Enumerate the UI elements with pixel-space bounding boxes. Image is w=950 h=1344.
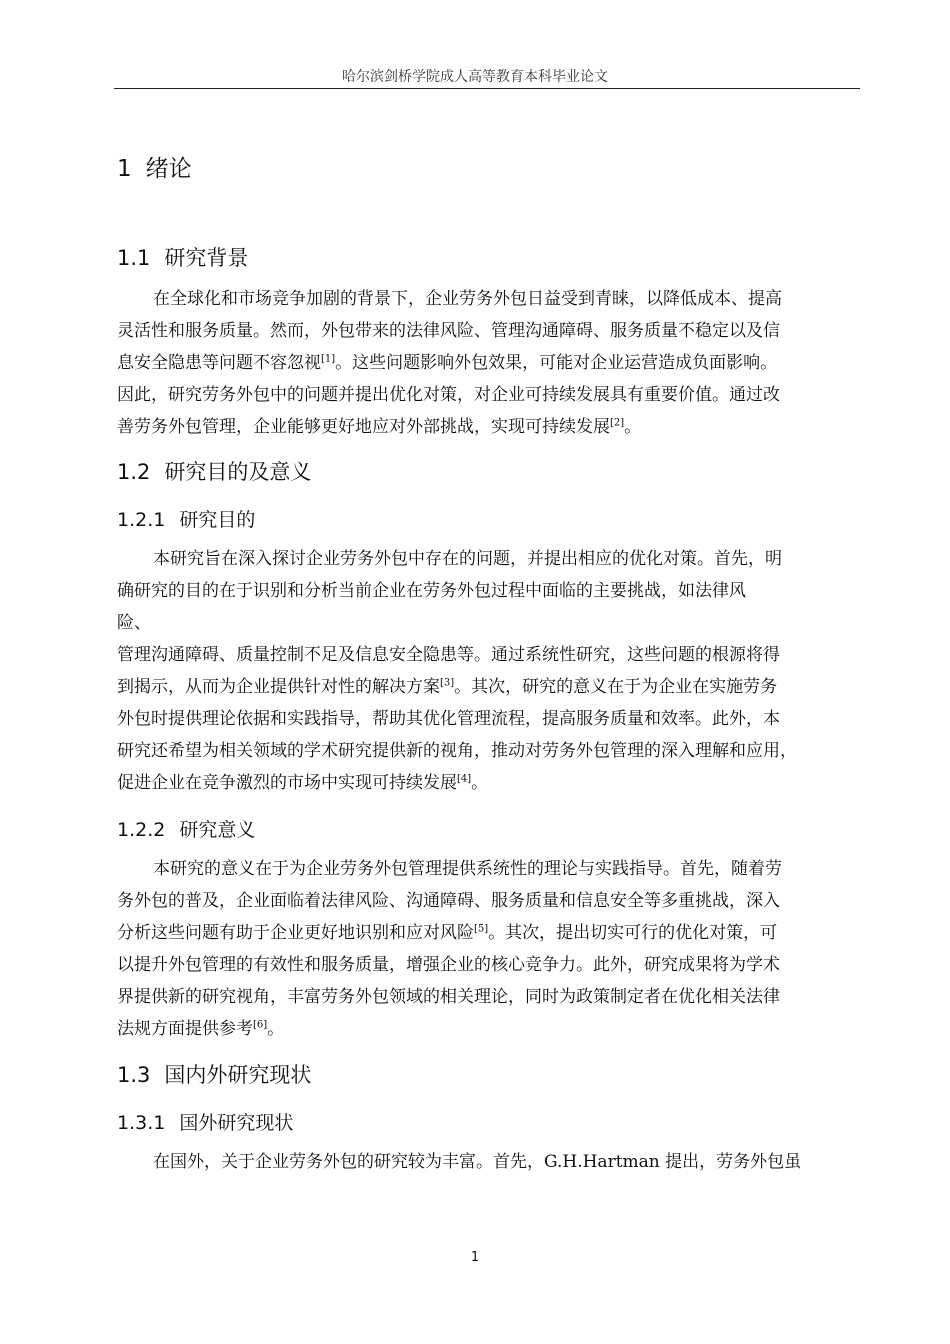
subsection-number: 1.2.2 [117,819,166,841]
subsection-title: 研究目的 [179,509,256,531]
subsection-heading-1-3-1 [117,1108,293,1135]
text-line [117,917,860,949]
chapter-number: 1 [117,156,132,182]
text-segment: 。这些问题影响外包效果，可能对企业运营造成负面影响。 [335,353,778,373]
text-line: 本研究的意义在于为企业劳务外包管理提供系统性的理论与实践指导。首先，随着劳 [153,859,782,879]
section-title: 研究背景 [164,246,249,270]
subsection-heading-1-2-1 [117,505,255,532]
text-line: 确研究的目的在于识别和分析当前企业在劳务外包过程中面临的主要挑战，如法律风 [117,581,746,601]
text-line: 灵活性和服务质量。然而，外包带来的法律风险、管理沟通障碍、服务质量不稳定以及信 [117,321,780,341]
text-line [117,347,860,379]
section-title: 国内外研究现状 [164,1063,312,1087]
text-line: 研究还希望为相关领域的学术研究提供新的视角，推动对劳务外包管理的深入理解和应用， [117,741,797,761]
paragraph-significance [117,853,860,1045]
section-heading-1-3 [117,1059,311,1089]
subsection-title: 研究意义 [179,819,256,841]
section-heading-1-1 [117,242,248,272]
text-line: 以提升外包管理的有效性和服务质量，增强企业的核心竞争力。此外，研究成果将为学术 [117,955,780,975]
text-line: 务外包的普及，企业面临着法律风险、沟通障碍、服务质量和信息安全等多重挑战，深入 [117,891,780,911]
text-segment: 。其次，提出切实可行的优化对策，可 [488,923,778,943]
subsection-title: 国外研究现状 [179,1112,294,1134]
running-header: 哈尔滨剑桥学院成人高等教育本科毕业论文 [342,69,608,85]
text-segment: 。 [267,1019,285,1039]
section-number: 1.3 [117,1063,151,1087]
chapter-heading [117,150,192,183]
text-line: 本研究旨在深入探讨企业劳务外包中存在的问题，并提出相应的优化对策。首先，明 [153,549,782,569]
paragraph-foreign-research [117,1146,860,1178]
text-segment: 促进企业在竞争激烈的市场中实现可持续发展 [117,773,457,793]
text-segment: 到揭示，从而为企业提供针对性的解决方案 [117,677,440,697]
citation: [1] [321,353,336,365]
paragraph-purpose [117,543,860,799]
text-segment: 法规方面提供参考 [117,1019,253,1039]
section-title: 研究目的及意义 [164,460,312,484]
section-number: 1.2 [117,460,151,484]
page-number: 1 [470,1250,480,1265]
paragraph-background [117,283,860,443]
text-line [117,1013,860,1045]
subsection-number: 1.2.1 [117,509,166,531]
subsection-number: 1.3.1 [117,1112,166,1134]
text-segment: 。其次，研究的意义在于为企业在实施劳务 [454,677,778,697]
text-segment: 息安全隐患等问题不容忽视 [117,353,321,373]
section-heading-1-2 [117,456,311,486]
text-line: 险、 [117,613,151,633]
section-number: 1.1 [117,246,151,270]
text-line: 在全球化和市场竞争加剧的背景下，企业劳务外包日益受到青睐，以降低成本、提高 [153,289,782,309]
text-line: 在国外，关于企业劳务外包的研究较为丰富。首先，G.H.Hartman 提出，劳务外包虽 [153,1152,802,1172]
text-segment: 。 [471,773,489,793]
citation: [2] [610,417,625,429]
citation: [5] [474,923,489,935]
text-line [117,411,860,443]
citation: [4] [457,773,472,785]
text-line: 管理沟通障碍、质量控制不足及信息安全隐患等。通过系统性研究，这些问题的根源将得 [117,645,780,665]
citation: [3] [440,677,455,689]
text-segment: 。 [624,417,642,437]
text-segment: 善劳务外包管理，企业能够更好地应对外部挑战，实现可持续发展 [117,417,610,437]
text-line: 因此，研究劳务外包中的问题并提出优化对策，对企业可持续发展具有重要价值。通过改 [117,385,780,405]
citation: [6] [253,1019,268,1031]
chapter-title: 绪论 [145,156,192,182]
subsection-heading-1-2-2 [117,815,255,842]
text-segment: 分析这些问题有助于企业更好地识别和应对风险 [117,923,474,943]
text-line: 外包时提供理论依据和实践指导，帮助其优化管理流程，提高服务质量和效率。此外，本 [117,709,780,729]
header-rule [114,88,860,89]
text-line [117,767,860,799]
text-line [117,671,860,703]
text-line: 界提供新的研究视角，丰富劳务外包领域的相关理论，同时为政策制定者在优化相关法律 [117,987,780,1007]
